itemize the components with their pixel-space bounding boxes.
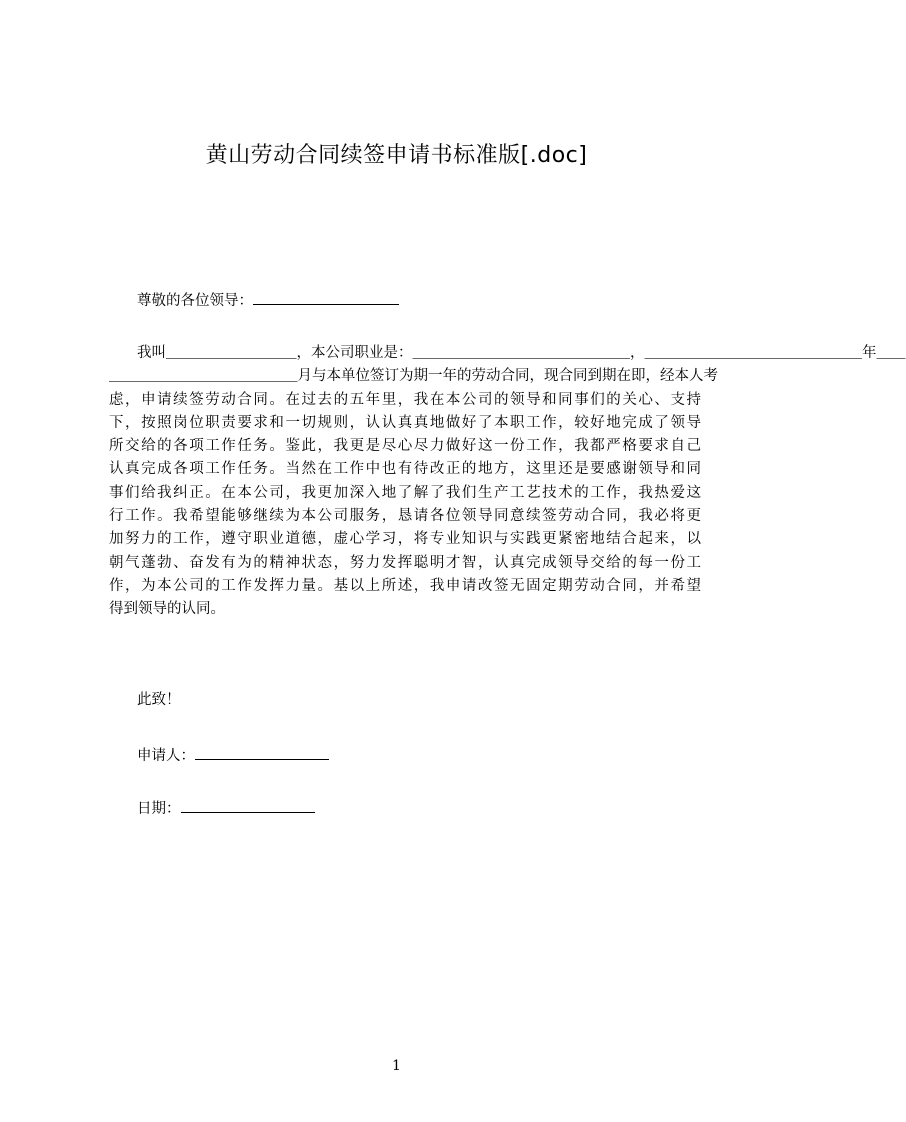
body-paragraph: [109, 343, 906, 623]
body-line: 我叫＿＿＿＿＿＿＿＿＿，本公司职业是：＿＿＿＿＿＿＿＿＿＿＿＿＿＿＿，＿＿＿＿＿＿＿＿＿＿＿＿＿＿＿年＿＿: [137, 345, 906, 361]
applicant-line: [137, 745, 329, 766]
salutation-text: 尊敬的各位领导：: [137, 293, 253, 309]
salutation-blank: [253, 290, 399, 305]
closing-text: 此致！: [137, 692, 181, 708]
body-line: 加努力的工作，遵守职业道德，虚心学习，将专业知识与实践更紧密地结合起来，以: [109, 531, 701, 548]
body-line: 行工作。我希望能够继续为本公司服务，恳请各位领导同意续签劳动合同，我必将更: [109, 508, 701, 525]
applicant-blank: [195, 745, 329, 760]
salutation-line: [137, 290, 399, 311]
body-line: 作，为本公司的工作发挥力量。基以上所述，我申请改签无固定期劳动合同，并希望: [109, 577, 701, 594]
date-line: [137, 798, 315, 819]
body-line: 朝气蓬勃、奋发有为的精神状态，努力发挥聪明才智，认真完成领导交给的每一份工: [109, 554, 701, 571]
applicant-label: 申请人：: [137, 748, 195, 764]
body-line: 认真完成各项工作任务。当然在工作中也有待改正的地方，这里还是要感谢领导和同: [109, 461, 701, 478]
body-line: 虑，申请续签劳动合同。在过去的五年里，我在本公司的领导和同事们的关心、支持: [109, 391, 701, 408]
body-line: 得到领导的认同。: [109, 601, 225, 618]
page-number: 1: [392, 1058, 401, 1074]
body-line: 所交给的各项工作任务。鉴此，我更是尽心尽力做好这一份工作，我都严格要求自己: [109, 438, 701, 455]
date-blank: [181, 798, 315, 813]
document-title: 黄山劳动合同续签申请书标准版[.doc]: [205, 143, 588, 168]
body-line: 下，按照岗位职责要求和一切规则，认认真真地做好了本职工作，较好地完成了领导: [109, 414, 701, 431]
body-line: 事们给我纠正。在本公司，我更加深入地了解了我们生产工艺技术的工作，我热爱这: [109, 484, 701, 501]
body-line: ＿＿＿＿＿＿＿＿＿＿＿＿＿月与本单位签订为期一年的劳动合同，现合同到期在即，经本人考: [109, 368, 718, 385]
date-label: 日期：: [137, 801, 181, 817]
